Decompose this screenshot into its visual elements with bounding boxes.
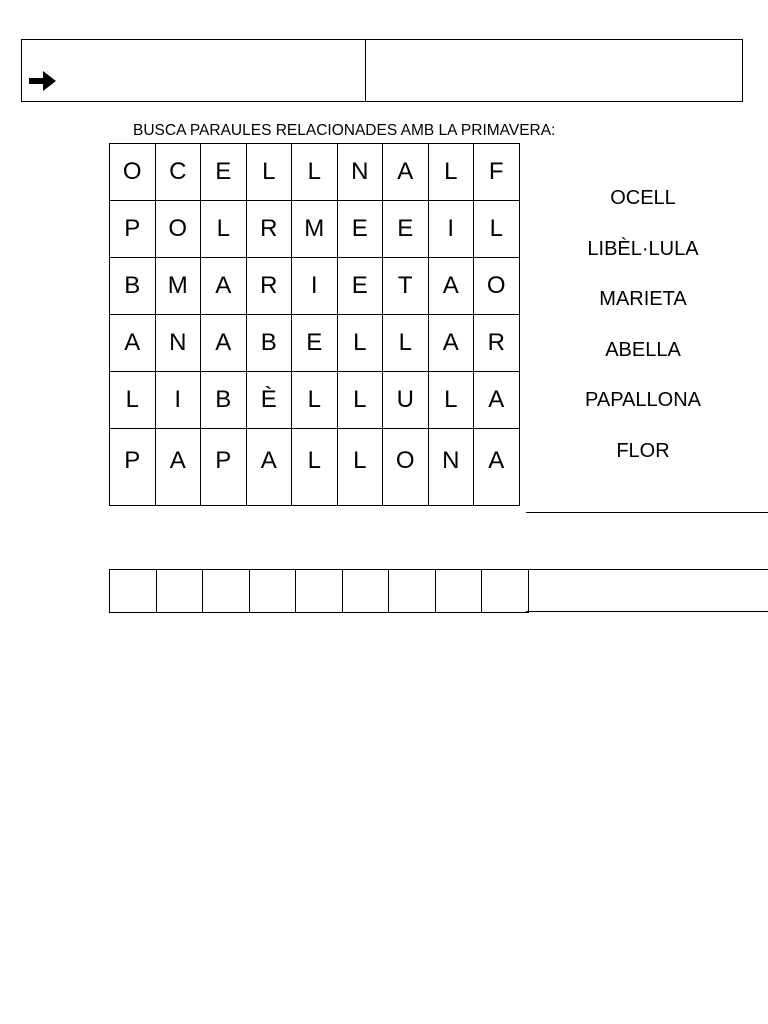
grid-cell[interactable]: C (155, 144, 201, 201)
right-arrow-icon (27, 68, 59, 94)
grid-cell[interactable]: I (155, 372, 201, 429)
grid-cell[interactable]: L (292, 144, 338, 201)
grid-cell[interactable]: B (246, 315, 292, 372)
grid-cell[interactable]: O (155, 201, 201, 258)
header-box (21, 39, 743, 102)
grid-cell[interactable]: A (428, 315, 474, 372)
grid-cell[interactable]: L (474, 201, 520, 258)
grid-cell[interactable]: M (292, 201, 338, 258)
grid-cell[interactable]: A (474, 372, 520, 429)
grid-cell[interactable]: L (337, 429, 383, 506)
grid-cell[interactable]: T (383, 258, 429, 315)
grid-cell[interactable]: N (337, 144, 383, 201)
grid-cell[interactable]: P (201, 429, 247, 506)
word-item: FLOR (616, 439, 670, 462)
grid-cell[interactable]: L (292, 429, 338, 506)
grid-bottom-line (526, 512, 768, 513)
grid-cell[interactable]: M (155, 258, 201, 315)
grid-cell[interactable]: R (246, 258, 292, 315)
grid-cell[interactable]: L (292, 372, 338, 429)
answer-cell[interactable] (249, 570, 296, 613)
grid-cell[interactable]: O (383, 429, 429, 506)
answer-cell[interactable] (435, 570, 482, 613)
instruction-title: BUSCA PARAULES RELACIONADES AMB LA PRIMAVERA: (133, 122, 556, 139)
grid-cell[interactable]: F (474, 144, 520, 201)
answer-line-top (526, 569, 768, 570)
grid-cell[interactable]: A (428, 258, 474, 315)
grid-cell[interactable]: L (428, 144, 474, 201)
grid-cell[interactable]: B (201, 372, 247, 429)
answer-cell[interactable] (342, 570, 389, 613)
grid-cell[interactable]: A (201, 315, 247, 372)
grid-cell[interactable]: L (201, 201, 247, 258)
grid-cell[interactable]: U (383, 372, 429, 429)
grid-row (110, 372, 520, 429)
grid-cell[interactable]: E (337, 258, 383, 315)
grid-cell[interactable]: A (474, 429, 520, 506)
grid-cell[interactable]: R (246, 201, 292, 258)
grid-row (110, 201, 520, 258)
header-divider (365, 40, 366, 101)
word-search-grid (109, 143, 520, 506)
grid-cell[interactable]: R (474, 315, 520, 372)
grid-cell[interactable]: L (383, 315, 429, 372)
answer-cell[interactable] (296, 570, 343, 613)
grid-cell[interactable]: E (201, 144, 247, 201)
grid-cell[interactable]: L (428, 372, 474, 429)
grid-cell[interactable]: L (337, 372, 383, 429)
grid-row (110, 315, 520, 372)
answer-cell[interactable] (156, 570, 203, 613)
grid-cell[interactable]: I (292, 258, 338, 315)
grid-cell[interactable]: L (110, 372, 156, 429)
grid-cell[interactable]: L (337, 315, 383, 372)
answer-cell[interactable] (389, 570, 436, 613)
word-item: PAPALLONA (585, 389, 701, 411)
word-item: MARIETA (599, 288, 687, 310)
grid-cell[interactable]: I (428, 201, 474, 258)
grid-cell[interactable]: A (383, 144, 429, 201)
grid-cell[interactable]: O (110, 144, 156, 201)
word-item: ABELLA (605, 338, 681, 361)
grid-row (110, 429, 520, 506)
answer-cell[interactable] (482, 570, 529, 613)
answer-row (109, 569, 529, 613)
grid-cell[interactable]: E (337, 201, 383, 258)
grid-cell[interactable]: N (428, 429, 474, 506)
answer-line-bottom (526, 611, 768, 612)
word-item: OCELL (610, 187, 676, 209)
grid-cell[interactable]: E (292, 315, 338, 372)
word-list (557, 187, 729, 490)
grid-cell[interactable]: A (246, 429, 292, 506)
grid-cell[interactable]: O (474, 258, 520, 315)
grid-cell[interactable]: È (246, 372, 292, 429)
grid-row (110, 144, 520, 201)
grid-cell[interactable]: L (246, 144, 292, 201)
grid-cell[interactable]: A (201, 258, 247, 315)
grid-cell[interactable]: P (110, 429, 156, 506)
answer-cell[interactable] (203, 570, 250, 613)
word-item: LIBÈL·LULA (587, 237, 699, 260)
grid-row (110, 258, 520, 315)
grid-cell[interactable]: P (110, 201, 156, 258)
answer-cells (110, 570, 529, 613)
grid-cell[interactable]: N (155, 315, 201, 372)
grid-cell[interactable]: B (110, 258, 156, 315)
grid-cell[interactable]: A (110, 315, 156, 372)
answer-cell[interactable] (110, 570, 157, 613)
grid-cell[interactable]: E (383, 201, 429, 258)
grid-cell[interactable]: A (155, 429, 201, 506)
